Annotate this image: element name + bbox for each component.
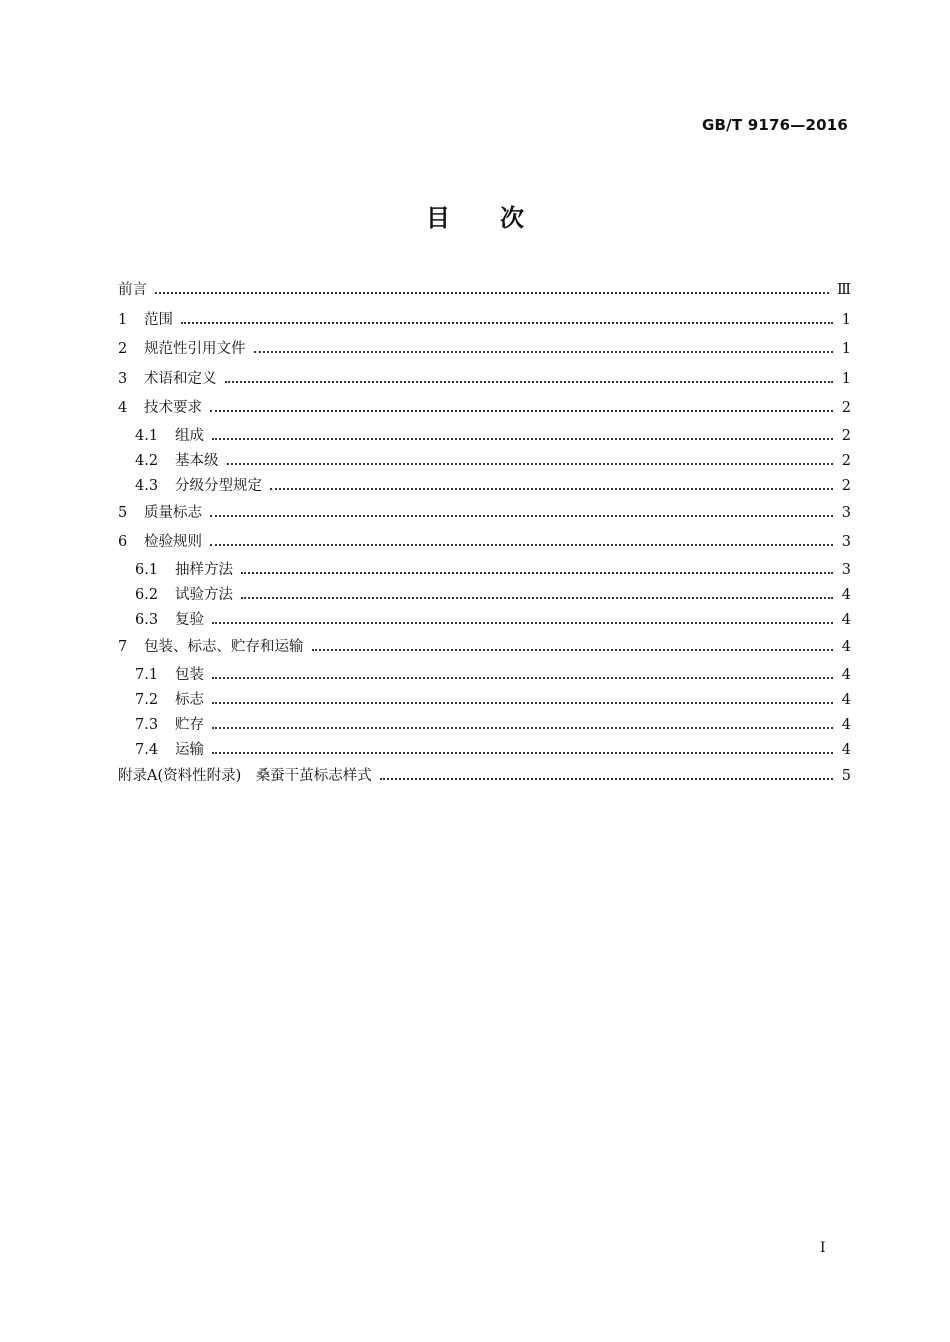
toc-entry-number: 3	[118, 370, 128, 387]
toc-entry-number: 4	[118, 400, 128, 416]
toc-entry-page: 5	[841, 768, 851, 784]
toc-entry-page: Ⅲ	[837, 282, 851, 298]
toc-entry[interactable]	[118, 474, 851, 499]
toc-entry-page: 1	[841, 311, 851, 328]
toc-entry-label: 范围	[144, 311, 173, 328]
toc-entry-page: 2	[841, 428, 851, 444]
dot-leader	[270, 474, 833, 491]
dot-leader	[380, 764, 833, 781]
toc-entry-label: 贮存	[175, 716, 204, 733]
toc-entry-label: 分级分型规定	[175, 478, 262, 494]
dot-leader	[241, 558, 833, 575]
toc-entry[interactable]	[118, 335, 851, 365]
toc-entry[interactable]	[118, 737, 851, 762]
toc-entry[interactable]	[118, 662, 851, 687]
toc-entry[interactable]	[118, 608, 851, 633]
toc-entry-label: 基本级	[175, 453, 219, 469]
dot-leader	[212, 662, 833, 679]
toc-entry-label: 规范性引用文件	[144, 341, 246, 357]
toc-entry-number: 6	[118, 534, 128, 550]
toc-entry-number: 7	[118, 638, 128, 655]
toc-entry[interactable]	[118, 394, 851, 424]
toc-entry-number: 5	[118, 504, 128, 521]
dot-leader	[227, 449, 834, 466]
toc-entry[interactable]	[118, 558, 851, 583]
toc-entry[interactable]	[118, 633, 851, 663]
toc-entry[interactable]	[118, 762, 851, 792]
toc-entry-label: 运输	[175, 741, 204, 758]
toc-entry-label: 包装、标志、贮存和运输	[144, 638, 304, 655]
toc-entry[interactable]	[118, 528, 851, 558]
dot-leader	[210, 396, 833, 413]
dot-leader	[212, 712, 833, 729]
dot-leader	[241, 583, 833, 600]
toc-entry-number: 7.2	[135, 691, 159, 708]
toc-entry-page: 3	[841, 534, 851, 550]
toc-entry[interactable]	[118, 424, 851, 449]
dot-leader	[212, 737, 833, 754]
table-of-contents	[118, 276, 851, 792]
toc-entry-number: 6.1	[135, 562, 159, 578]
toc-entry[interactable]	[118, 712, 851, 737]
toc-entry[interactable]	[118, 365, 851, 395]
toc-entry-label: 前言	[118, 282, 147, 298]
toc-entry[interactable]	[118, 499, 851, 529]
toc-entry-page: 2	[841, 453, 851, 469]
toc-entry-number: 2	[118, 341, 128, 357]
toc-entry[interactable]	[118, 276, 851, 306]
page-title: 目次	[426, 204, 574, 232]
standard-code: GB/T 9176—2016	[702, 116, 848, 134]
toc-entry-label: 技术要求	[144, 400, 202, 416]
toc-entry-label: 包装	[175, 666, 204, 683]
toc-entry-label: 试验方法	[175, 587, 233, 603]
toc-entry-label: 术语和定义	[144, 370, 217, 387]
toc-entry-number: 4.1	[135, 428, 159, 444]
toc-entry-page: 2	[841, 400, 851, 416]
dot-leader	[312, 634, 834, 651]
toc-entry-page: 3	[841, 504, 851, 521]
toc-entry-label: 复验	[175, 612, 204, 628]
dot-leader	[210, 530, 833, 547]
toc-entry-number: 6.2	[135, 587, 159, 603]
toc-entry-number: 7.3	[135, 716, 159, 733]
toc-entry[interactable]	[118, 449, 851, 474]
toc-entry-page: 1	[841, 370, 851, 387]
dot-leader	[210, 500, 833, 517]
toc-entry-number: 1	[118, 311, 128, 328]
toc-entry-page: 4	[841, 716, 851, 733]
toc-entry-page: 1	[841, 341, 851, 357]
toc-entry-label: 组成	[175, 428, 204, 444]
dot-leader	[181, 307, 833, 324]
toc-entry-page: 4	[841, 666, 851, 683]
toc-entry-label: 质量标志	[144, 504, 202, 521]
toc-entry-page: 4	[841, 612, 851, 628]
toc-entry-page: 4	[841, 638, 851, 655]
toc-entry-number: 7.4	[135, 741, 159, 758]
toc-entry-label: 抽样方法	[175, 562, 233, 578]
toc-entry-number: 7.1	[135, 666, 159, 683]
toc-entry[interactable]	[118, 583, 851, 608]
toc-entry[interactable]	[118, 687, 851, 712]
dot-leader	[212, 608, 833, 625]
dot-leader	[155, 278, 829, 295]
toc-entry[interactable]	[118, 306, 851, 336]
dot-leader	[212, 687, 833, 704]
dot-leader	[212, 424, 833, 441]
page-number: I	[820, 1240, 826, 1256]
toc-entry-page: 4	[841, 741, 851, 758]
toc-entry-page: 4	[841, 691, 851, 708]
toc-entry-page: 2	[841, 478, 851, 494]
toc-entry-label: 标志	[175, 691, 204, 708]
dot-leader	[254, 337, 834, 354]
toc-entry-number: 4.2	[135, 453, 159, 469]
toc-entry-page: 4	[841, 587, 851, 603]
toc-entry-label: 检验规则	[144, 534, 202, 550]
toc-entry-label: 附录A(资料性附录) 桑蚕干茧标志样式	[118, 768, 372, 784]
toc-entry-number: 6.3	[135, 612, 159, 628]
toc-entry-page: 3	[841, 562, 851, 578]
toc-entry-number: 4.3	[135, 478, 159, 494]
dot-leader	[225, 366, 834, 383]
